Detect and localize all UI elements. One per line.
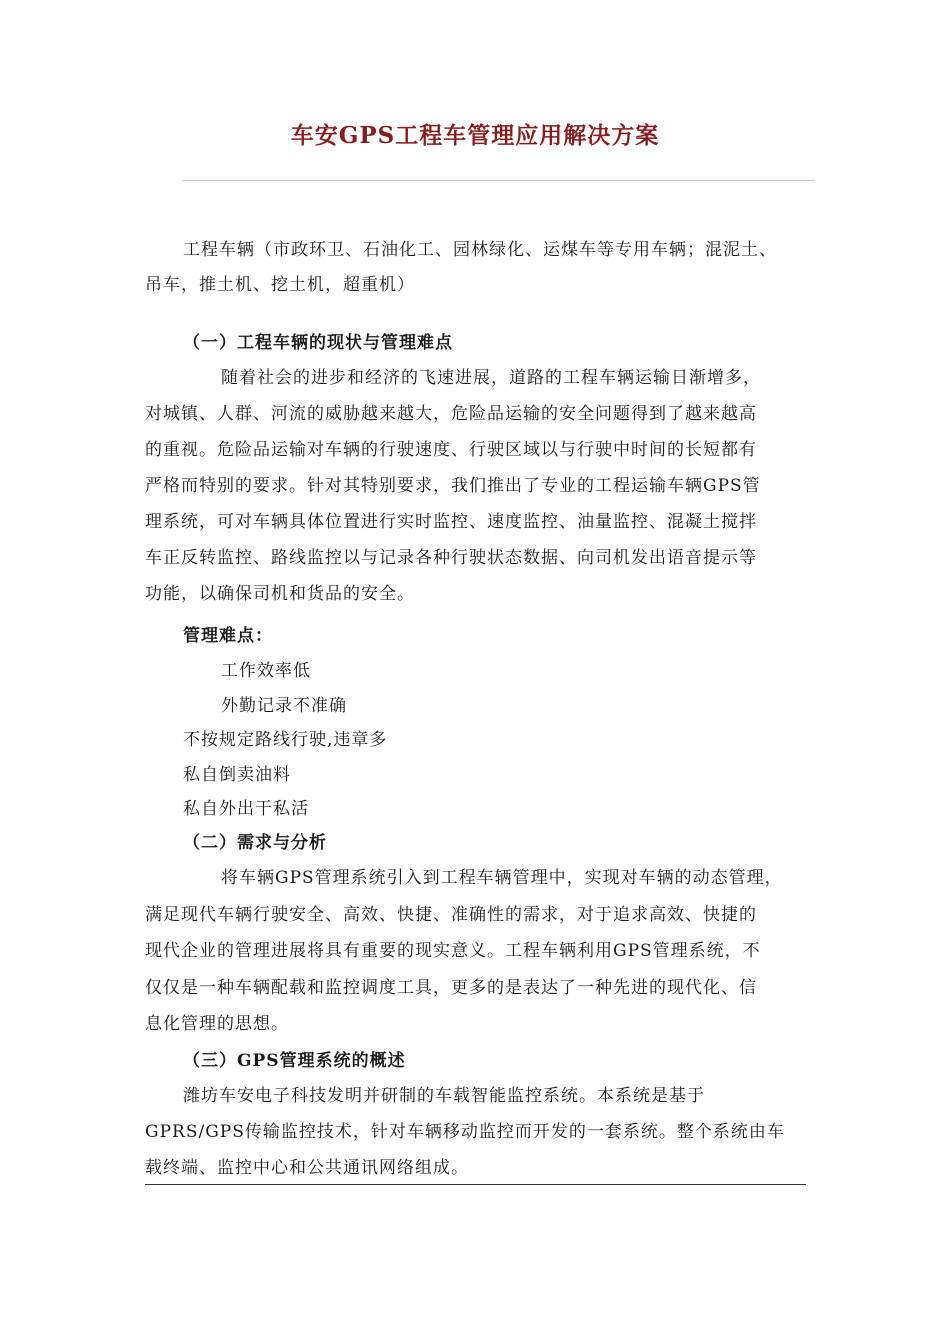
section-1-line: 理系统，可对车辆具体位置进行实时监控、速度监控、油量监控、混凝土搅拌: [145, 512, 757, 532]
difficulty-item: 外勤记录不准确: [221, 696, 347, 716]
section-1-line: 严格而特别的要求。针对其特别要求，我们推出了专业的工程运输车辆GPS管: [145, 476, 761, 496]
section-2-line: 满足现代车辆行驶安全、高效、快捷、准确性的需求，对于追求高效、快捷的: [145, 905, 757, 925]
section-1-line: 车正反转监控、路线监控以与记录各种行驶状态数据、向司机发出语音提示等: [145, 548, 757, 568]
document-title: 车安GPS工程车管理应用解决方案: [290, 122, 660, 149]
difficulty-item: 私自外出干私活: [183, 799, 309, 819]
section-2-line: 仅仅是一种车辆配载和监控调度工具，更多的是表达了一种先进的现代化、信: [145, 978, 757, 998]
title-divider: [183, 180, 815, 181]
section-1-line: 功能，以确保司机和货品的安全。: [145, 584, 415, 604]
difficulty-item: 工作效率低: [221, 661, 311, 681]
section-1-line: 的重视。危险品运输对车辆的行驶速度、行驶区域以与行驶中时间的长短都有: [145, 440, 757, 460]
intro-line-1: 工程车辆（市政环卫、石油化工、园林绿化、运煤车等专用车辆；混泥土、: [183, 240, 777, 260]
section-2-line: 现代企业的管理进展将具有重要的现实意义。工程车辆利用GPS管理系统，不: [145, 941, 761, 961]
section-3-line: GPRS/GPS传输监控技术，针对车辆移动监控而开发的一套系统。整个系统由车: [145, 1122, 785, 1142]
difficulties-label: 管理难点：: [183, 626, 273, 646]
intro-line-2: 吊车，推土机、挖土机，超重机）: [145, 275, 415, 295]
section-3-line: 载终端、监控中心和公共通讯网络组成。: [145, 1158, 469, 1178]
section-1-line: 对城镇、人群、河流的威胁越来越大，危险品运输的安全问题得到了越来越高: [145, 404, 757, 424]
section-2-line: 息化管理的思想。: [145, 1014, 289, 1034]
section-3-heading: （三）GPS管理系统的概述: [183, 1051, 406, 1071]
section-3-line: 潍坊车安电子科技发明并研制的车载智能监控系统。本系统是基于: [183, 1086, 705, 1106]
difficulty-item: 私自倒卖油料: [183, 765, 291, 785]
section-1-line: 随着社会的进步和经济的飞速进展，道路的工程车辆运输日渐增多，: [221, 368, 761, 388]
section-1-heading: （一）工程车辆的现状与管理难点: [183, 333, 453, 353]
footer-rule: [145, 1184, 806, 1185]
section-2-heading: （二）需求与分析: [183, 833, 327, 853]
section-2-line: 将车辆GPS管理系统引入到工程车辆管理中，实现对车辆的动态管理，: [221, 868, 783, 888]
difficulty-item: 不按规定路线行驶,违章多: [183, 730, 388, 750]
